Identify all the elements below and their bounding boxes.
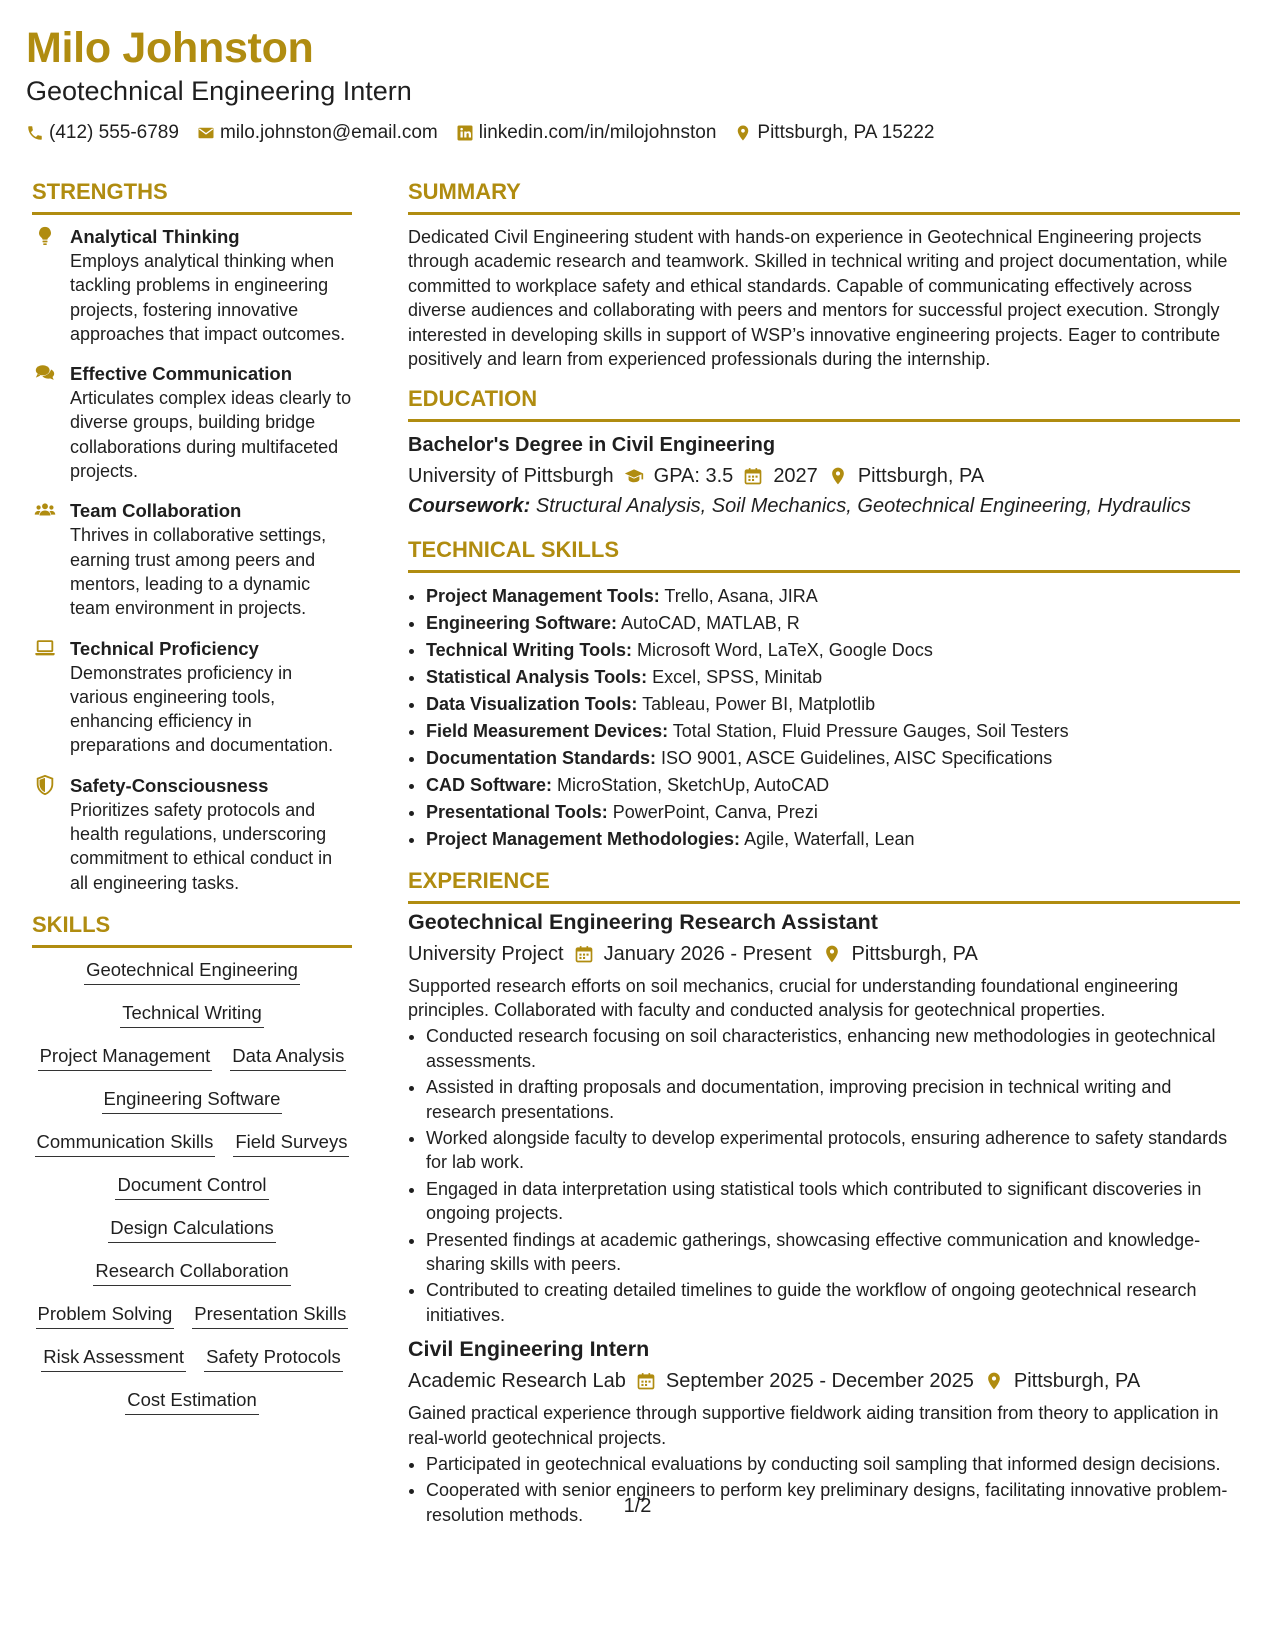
tech-skill-value: Agile, Waterfall, Lean bbox=[744, 828, 915, 849]
strength-description: Thrives in collaborative settings, earning trust among peers and mentors, leading to a dynamic team environment in projects. bbox=[70, 525, 327, 619]
skill-tag: Research Collaboration bbox=[93, 1259, 290, 1286]
skill-tag: Design Calculations bbox=[108, 1216, 276, 1243]
tech-skill-value: Excel, SPSS, Minitab bbox=[652, 667, 823, 688]
gpa-text: GPA: 3.5 bbox=[653, 465, 734, 488]
tech-skill-label: Data Visualization Tools: bbox=[426, 694, 638, 715]
job-title: Geotechnical Engineering Research Assistant bbox=[408, 909, 878, 934]
coursework-line bbox=[408, 492, 1240, 520]
job-title: Civil Engineering Intern bbox=[408, 1337, 650, 1362]
tech-skill-item bbox=[426, 718, 1240, 745]
contact-phone bbox=[26, 121, 179, 145]
job-meta bbox=[408, 940, 1240, 968]
job-location: Pittsburgh, PA bbox=[851, 942, 978, 965]
candidate-name: Milo Johnston bbox=[26, 24, 314, 72]
tech-skill-label: Statistical Analysis Tools: bbox=[426, 667, 648, 688]
job-bullet: • Cooperated with senior engineers to perform key preliminary designs, facilitating innovative problem-resolution methods. bbox=[426, 1478, 1240, 1527]
skill-tag: Geotechnical Engineering bbox=[84, 958, 300, 985]
section-divider bbox=[408, 419, 1240, 422]
strength-description: Demonstrates proficiency in various engineering tools, enhancing efficiency in preparations and documentation. bbox=[70, 662, 334, 756]
contact-email[interactable] bbox=[197, 121, 438, 145]
graduation-year: 2027 bbox=[773, 465, 818, 488]
contact-linkedin[interactable] bbox=[456, 121, 717, 145]
envelope-icon bbox=[197, 124, 215, 142]
experience-heading: EXPERIENCE bbox=[408, 867, 550, 893]
section-divider bbox=[408, 570, 1240, 573]
map-pin-icon bbox=[828, 466, 848, 486]
users-icon bbox=[34, 499, 56, 521]
tech-skill-label: Field Measurement Devices: bbox=[426, 720, 669, 741]
tech-skill-label: Project Management Tools: bbox=[426, 586, 660, 607]
coursework-list: Structural Analysis, Soil Mechanics, Geotechnical Engineering, Hydraulics bbox=[535, 495, 1191, 518]
tech-skill-item bbox=[426, 637, 1240, 664]
school-name: University of Pittsburgh bbox=[408, 465, 614, 488]
coursework-label: Coursework: bbox=[408, 495, 531, 518]
job-bullets bbox=[408, 1024, 1240, 1327]
skill-tag: Safety Protocols bbox=[204, 1345, 343, 1372]
strength-item bbox=[32, 774, 352, 895]
job-organization: University Project bbox=[408, 942, 564, 965]
phone-icon bbox=[26, 124, 44, 142]
strength-description: Prioritizes safety protocols and health regulations, underscoring commitment to ethical conduct in all engineering tasks. bbox=[70, 799, 333, 893]
technical-skills-heading: TECHNICAL SKILLS bbox=[408, 537, 620, 563]
shield-icon bbox=[34, 774, 56, 796]
tech-skill-item bbox=[426, 664, 1240, 691]
contact-email-text: milo.johnston@email.com bbox=[219, 122, 438, 143]
job-meta bbox=[408, 1367, 1240, 1395]
strength-title: Team Collaboration bbox=[70, 500, 242, 522]
tech-skill-value: PowerPoint, Canva, Prezi bbox=[612, 801, 818, 822]
resume-header bbox=[26, 22, 1246, 145]
job-bullet: • Engaged in data interpretation using statistical tools which contributed to significant discoveries in ongoing projects. bbox=[426, 1177, 1240, 1226]
strength-item bbox=[32, 637, 352, 758]
tech-skill-value: Microsoft Word, LaTeX, Google Docs bbox=[637, 640, 933, 661]
contact-location bbox=[734, 121, 934, 145]
laptop-icon bbox=[34, 637, 56, 659]
job-bullet: • Conducted research focusing on soil characteristics, enhancing new methodologies in geotechnical assessments. bbox=[426, 1024, 1240, 1073]
lightbulb-icon bbox=[34, 225, 56, 247]
candidate-role: Geotechnical Engineering Intern bbox=[26, 76, 412, 106]
contact-location-text: Pittsburgh, PA 15222 bbox=[757, 122, 935, 143]
education-meta bbox=[408, 462, 1240, 490]
skill-tag: Engineering Software bbox=[102, 1087, 283, 1114]
job-dates: September 2025 - December 2025 bbox=[665, 1370, 974, 1393]
skill-tag: Data Analysis bbox=[230, 1044, 346, 1071]
tech-skill-label: CAD Software: bbox=[426, 774, 553, 795]
tech-skill-value: Trello, Asana, JIRA bbox=[664, 586, 818, 607]
job-bullet: • Assisted in drafting proposals and documentation, improving precision in technical writing and research presentations. bbox=[426, 1075, 1240, 1124]
tech-skill-item bbox=[426, 583, 1240, 610]
tech-skill-value: ISO 9001, ASCE Guidelines, AISC Specifications bbox=[661, 747, 1053, 768]
calendar-icon bbox=[574, 944, 594, 964]
tech-skill-value: Tableau, Power BI, Matplotlib bbox=[642, 694, 876, 715]
contact-phone-text: (412) 555-6789 bbox=[49, 122, 179, 143]
job-dates: January 2026 - Present bbox=[603, 942, 812, 965]
tech-skill-item bbox=[426, 826, 1240, 853]
skill-tag: Technical Writing bbox=[120, 1001, 264, 1028]
summary-text: Dedicated Civil Engineering student with hands-on experience in Geotechnical Engineering projects through academic research and teamwork. Skilled in technical writing and project documentation, while committed to workplace safety and ethical standards. Capable of communicating effectively across diverse audiences and collaborating with peers and mentors for successful project execution. Strongly interested in developing skills in support of WSP’s innovative engineering projects. Eager to contribute positively and learn from experienced professionals during the internship. bbox=[408, 227, 1228, 370]
tech-skill-label: Presentational Tools: bbox=[426, 801, 608, 822]
strength-item bbox=[32, 362, 352, 483]
tech-skill-value: Total Station, Fluid Pressure Gauges, Soil Testers bbox=[672, 720, 1069, 741]
tech-skill-item bbox=[426, 772, 1240, 799]
job-bullet: • Presented findings at academic gatherings, showcasing effective communication and knowledge-sharing skills with peers. bbox=[426, 1228, 1240, 1277]
technical-skills-list bbox=[408, 583, 1240, 852]
summary-heading: SUMMARY bbox=[408, 179, 521, 204]
right-column bbox=[408, 178, 1240, 1529]
skill-tag: Field Surveys bbox=[233, 1130, 349, 1157]
job-summary: Supported research efforts on soil mechanics, crucial for understanding foundational engineering principles. Collaborated with faculty and conducted analysis for geotechnical properties. bbox=[408, 975, 1179, 1020]
linkedin-icon bbox=[456, 124, 474, 142]
education-heading: EDUCATION bbox=[408, 386, 538, 412]
strength-title: Analytical Thinking bbox=[70, 226, 240, 247]
job-organization: Academic Research Lab bbox=[408, 1370, 626, 1393]
skill-tag: Presentation Skills bbox=[192, 1302, 348, 1329]
contact-linkedin-text: linkedin.com/in/milojohnston bbox=[478, 122, 717, 143]
page-indicator: 1/2 bbox=[623, 1495, 652, 1517]
strength-description: Employs analytical thinking when tackling problems in engineering projects, fostering innovative approaches that impact outcomes. bbox=[70, 251, 346, 344]
tech-skill-label: Project Management Methodologies: bbox=[426, 828, 741, 849]
tech-skill-item bbox=[426, 745, 1240, 772]
strength-title: Technical Proficiency bbox=[70, 637, 259, 659]
section-divider bbox=[32, 212, 352, 215]
job-bullet: • Worked alongside faculty to develop experimental protocols, ensuring adherence to safety standards for lab work. bbox=[426, 1126, 1240, 1175]
graduation-cap-icon bbox=[624, 466, 644, 486]
tech-skill-label: Technical Writing Tools: bbox=[426, 640, 633, 661]
skill-tag: Risk Assessment bbox=[41, 1345, 186, 1372]
job-location: Pittsburgh, PA bbox=[1013, 1370, 1141, 1393]
degree-title: Bachelor's Degree in Civil Engineering bbox=[408, 434, 776, 457]
job-entry bbox=[408, 908, 1240, 1328]
tech-skill-value: MicroStation, SketchUp, AutoCAD bbox=[557, 774, 830, 795]
job-bullet: • Contributed to creating detailed timelines to guide the workflow of ongoing geotechnical research initiatives. bbox=[426, 1278, 1240, 1327]
tech-skill-label: Engineering Software: bbox=[426, 613, 618, 634]
job-bullet: • Participated in geotechnical evaluations by conducting soil sampling that informed design decisions. bbox=[426, 1452, 1240, 1476]
strength-title: Effective Communication bbox=[70, 363, 293, 385]
skills-heading: SKILLS bbox=[32, 911, 111, 937]
left-column bbox=[32, 178, 352, 1415]
section-divider bbox=[408, 212, 1240, 215]
strength-item bbox=[32, 225, 352, 346]
map-pin-icon bbox=[984, 1371, 1004, 1391]
skill-tag: Cost Estimation bbox=[125, 1388, 259, 1415]
contact-row bbox=[26, 121, 1246, 145]
calendar-icon bbox=[636, 1371, 656, 1391]
comments-icon bbox=[34, 362, 56, 384]
map-pin-icon bbox=[822, 944, 842, 964]
skill-tag: Project Management bbox=[38, 1044, 213, 1071]
strengths-heading: STRENGTHS bbox=[32, 179, 168, 204]
skill-tag: Communication Skills bbox=[35, 1130, 216, 1157]
tech-skill-item bbox=[426, 799, 1240, 826]
strength-item bbox=[32, 499, 352, 620]
skill-tag: Document Control bbox=[115, 1173, 268, 1200]
section-divider bbox=[408, 901, 1240, 904]
calendar-icon bbox=[743, 466, 763, 486]
education-location: Pittsburgh, PA bbox=[857, 465, 985, 488]
tech-skill-label: Documentation Standards: bbox=[426, 747, 657, 768]
strength-title: Safety-Consciousness bbox=[70, 774, 269, 796]
skills-list bbox=[32, 958, 352, 1415]
map-pin-icon bbox=[734, 124, 752, 142]
tech-skill-item bbox=[426, 691, 1240, 718]
tech-skill-item bbox=[426, 610, 1240, 637]
skill-tag: Problem Solving bbox=[36, 1302, 175, 1329]
strength-description: Articulates complex ideas clearly to diverse groups, building bridge collaborations during multifaceted projects. bbox=[70, 388, 352, 482]
tech-skill-value: AutoCAD, MATLAB, R bbox=[621, 613, 800, 634]
job-summary: Gained practical experience through supportive fieldwork aiding transition from theory to application in real-world geotechnical projects. bbox=[408, 1403, 1219, 1448]
section-divider bbox=[32, 945, 352, 948]
